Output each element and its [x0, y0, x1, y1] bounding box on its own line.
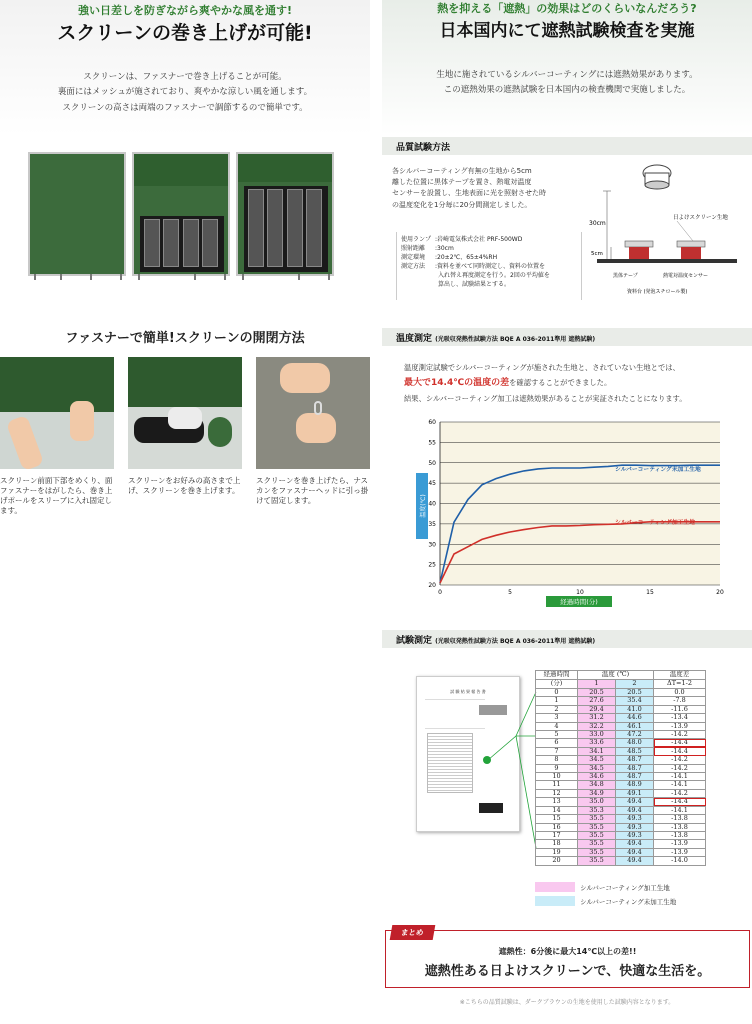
cell-diff: -14.4: [654, 747, 706, 755]
cell-temp2: 48.0: [616, 739, 654, 747]
cell-diff: -13.8: [654, 815, 706, 823]
cell-time: 11: [536, 781, 578, 789]
cell-time: 10: [536, 773, 578, 781]
cell-time: 5: [536, 731, 578, 739]
y-tick-label: 50: [428, 459, 436, 467]
test-band: [382, 630, 752, 648]
cell-temp2: 49.4: [616, 798, 654, 806]
step1-photo: [0, 357, 114, 469]
y-tick-label: 30: [428, 541, 436, 549]
cell-time: 1: [536, 697, 578, 705]
left-panel: [0, 0, 370, 1024]
table-row: [536, 798, 706, 806]
step2-caption: スクリーンをお好みの高さまで上げ、スクリーンを巻き上げます。: [128, 476, 241, 496]
spec-value: 岩崎電気株式会社 PRF-500WD: [437, 236, 523, 243]
cell-diff: 0.0: [654, 689, 706, 697]
cell-temp1: 35.5: [578, 831, 616, 839]
stand-base: [597, 259, 737, 263]
cell-temp2: 49.4: [616, 857, 654, 865]
results-table: [535, 670, 706, 866]
cell-temp2: 49.4: [616, 840, 654, 848]
x-tick-label: 0: [438, 589, 442, 596]
cell-temp1: 35.5: [578, 823, 616, 831]
cell-temp1: 33.6: [578, 739, 616, 747]
cell-temp1: 32.2: [578, 722, 616, 730]
y-tick-label: 45: [428, 480, 436, 488]
quality-desc-line: センサーを設置し、生地表面に光を照射させた時: [392, 189, 546, 198]
y-tick-label: 35: [428, 520, 436, 528]
legend-blue-label: シルバーコーティング未加工生地: [580, 898, 677, 906]
right-subtitle: 熱を抑える「遮熱」の効果はどのくらいなんだろう?: [437, 2, 697, 15]
cell-diff: -14.2: [654, 789, 706, 797]
spec-value: 資料を並べて同時測定し、資料の位置を: [437, 263, 546, 270]
temperature-chart: [410, 415, 730, 610]
test-title-small: (光吸収発熱性試験方法 BQE A 036-2011準用 遮熱試験): [435, 638, 596, 645]
tape-label: 黒体テープ: [613, 273, 638, 279]
y-tick-label: 55: [428, 439, 436, 447]
cell-diff: -13.9: [654, 722, 706, 730]
quality-desc-line: 離した位置に黒体テープを置き、熱電対温度: [392, 178, 532, 187]
cell-diff: -13.9: [654, 848, 706, 856]
cell-time: 19: [536, 848, 578, 856]
x-tick-label: 5: [508, 589, 512, 596]
table-row: [536, 857, 706, 865]
quality-band: [382, 137, 752, 155]
spec-key: 照射距離: [401, 245, 426, 252]
legend-blue-swatch: [535, 896, 575, 906]
temp-text-line: 結果、シルバーコーティング加工は遮熱効果があることが実証されたことになります。: [404, 393, 687, 403]
x-tick-label: 20: [716, 589, 724, 596]
cell-diff: -14.2: [654, 756, 706, 764]
cell-temp2: 20.5: [616, 689, 654, 697]
cell-temp2: 48.7: [616, 756, 654, 764]
summary-badge: まとめ: [390, 925, 435, 940]
lamp-icon: [643, 165, 671, 189]
cell-temp1: 34.8: [578, 781, 616, 789]
screen-closed-image: [28, 152, 126, 276]
cell-temp1: 20.5: [578, 689, 616, 697]
summary-line1: 遮熱性：6分後に最大14℃以上の差!!: [498, 947, 637, 956]
cell-temp2: 41.0: [616, 705, 654, 713]
spec-value: 算出し、試験結果とする。: [438, 281, 511, 288]
cell-time: 0: [536, 689, 578, 697]
step2-photo: [128, 357, 242, 469]
cell-diff: -14.4: [654, 739, 706, 747]
spec-row: 測定環境 :20±2℃、65±4%RH: [401, 254, 498, 261]
col-subheader-2: 2: [616, 680, 654, 689]
spec-row: [401, 280, 577, 289]
cell-time: 9: [536, 764, 578, 772]
cell-diff: -14.1: [654, 781, 706, 789]
right-body: [382, 68, 752, 99]
y-tick-label: 40: [428, 500, 436, 508]
left-body-line: スクリーンは、ファスナーで巻き上げることが可能。: [83, 72, 287, 82]
cell-time: 7: [536, 747, 578, 755]
cell-temp2: 48.9: [616, 781, 654, 789]
legend-pink-swatch: [535, 882, 575, 892]
cell-temp1: 35.5: [578, 815, 616, 823]
spec-key: 使用ランプ: [401, 236, 432, 243]
cell-temp1: 35.3: [578, 806, 616, 814]
col-header-diff: 温度差: [654, 671, 706, 680]
cell-temp1: 31.2: [578, 714, 616, 722]
spec-row: [401, 271, 577, 280]
cell-temp2: 47.2: [616, 731, 654, 739]
left-title: スクリーンの巻き上げが可能!: [57, 22, 313, 44]
col-subheader-min: (分): [536, 680, 578, 689]
y-tick-label: 60: [428, 419, 436, 426]
cell-temp1: 34.5: [578, 764, 616, 772]
step3-caption: スクリーンを巻き上げたら、ナスカンをファスナーヘッドに引っ掛けて固定します。: [256, 476, 369, 506]
cell-temp2: 49.3: [616, 831, 654, 839]
spec-key: 測定環境: [401, 254, 426, 261]
temp-text: [404, 361, 749, 406]
temp-text-line: 温度測定試験でシルバーコーティングが施された生地と、されていない生地とでは、: [404, 363, 680, 372]
cell-diff: -14.1: [654, 806, 706, 814]
quality-desc: [392, 166, 592, 211]
x-tick-label: 10: [576, 589, 584, 596]
cell-time: 3: [536, 714, 578, 722]
cell-diff: -14.1: [654, 773, 706, 781]
cell-temp1: 34.6: [578, 773, 616, 781]
left-body-line: 裏面にはメッシュが施されており、爽やかな涼しい風を通します。: [57, 87, 313, 98]
cell-temp2: 48.7: [616, 764, 654, 772]
cell-temp1: 35.5: [578, 857, 616, 865]
cell-time: 18: [536, 840, 578, 848]
right-body-line: この遮熱効果の遮熱試験を日本国内の検査機関で実施しました。: [443, 85, 691, 96]
x-tick-label: 15: [646, 589, 654, 596]
spec-key: 測定方法: [401, 263, 426, 270]
y-tick-label: 20: [428, 582, 436, 589]
col-header-temp: 温度 (℃): [578, 671, 654, 680]
temp-band: [382, 328, 752, 346]
col-header-time: 経過時間: [536, 671, 578, 680]
test-setup-diagram: [587, 155, 747, 315]
cell-diff: -13.8: [654, 831, 706, 839]
cell-temp1: 33.0: [578, 731, 616, 739]
table-row: [536, 840, 706, 848]
callout-lines: [486, 690, 538, 850]
distance-30cm: 30cm: [589, 220, 606, 227]
right-body-line: 生地に施されているシルバーコーティングには遮熱効果があります。: [436, 70, 698, 80]
cell-temp1: 34.9: [578, 789, 616, 797]
cell-temp2: 49.1: [616, 789, 654, 797]
report-title: 試 験 結 果 報 告 書: [450, 689, 486, 694]
temp-text-rest: を確認することができました。: [509, 377, 612, 387]
quality-desc-line: の温度変化を1分毎に20分間測定しました。: [392, 200, 532, 209]
quality-title: 品質試験方法: [396, 143, 451, 153]
summary-line2: 遮熱性ある日よけスクリーンで、快適な生活を。: [424, 964, 711, 979]
cell-time: 16: [536, 823, 578, 831]
cell-temp2: 49.4: [616, 848, 654, 856]
screen-open-image: [236, 152, 334, 276]
distance-5cm: 5cm: [591, 251, 603, 257]
cell-time: 13: [536, 798, 578, 806]
footnote: ※こちらの品質試験は、ダークブラウンの生地を使用した試験内容となります。: [459, 999, 675, 1006]
cell-temp2: 49.3: [616, 823, 654, 831]
cell-temp1: 35.5: [578, 840, 616, 848]
table-row: [536, 714, 706, 722]
left-body: [0, 70, 370, 116]
cell-temp2: 48.5: [616, 747, 654, 755]
report-table-thumbnail: [427, 733, 473, 793]
quality-desc-line: 各シルバーコーティング有無の生地から5cm: [392, 167, 532, 175]
cell-time: 4: [536, 722, 578, 730]
cell-temp1: 29.4: [578, 705, 616, 713]
cell-temp2: 49.4: [616, 806, 654, 814]
col-subheader-delta: ΔT=1-2: [654, 680, 706, 689]
cell-temp2: 44.6: [616, 714, 654, 722]
series-label: シルバーコーティング加工生地: [615, 519, 696, 526]
sensor-label: 熱電対温度センサー: [663, 273, 709, 279]
spec-value: 入れ替え再度測定を行う。2回の平均値を: [438, 272, 550, 279]
summary-box: [385, 930, 750, 988]
y-tick-label: 25: [428, 561, 436, 569]
cell-diff: -14.2: [654, 731, 706, 739]
report-text-block: [425, 699, 485, 729]
x-axis-label: 経過時間(分): [560, 598, 598, 606]
cell-diff: -13.9: [654, 840, 706, 848]
cell-temp2: 35.4: [616, 697, 654, 705]
temp-title-small: (光吸収発熱性試験方法 BQE A 036-2011準用 遮熱試験): [435, 336, 596, 343]
right-panel: [382, 0, 752, 1024]
cell-time: 20: [536, 857, 578, 865]
cell-time: 15: [536, 815, 578, 823]
cell-time: 8: [536, 756, 578, 764]
series-label: シルバーコーティング未加工生地: [615, 466, 701, 473]
left-body-line: スクリーンの高さは両端のファスナーで調節するので簡単です。: [62, 102, 308, 113]
spec-row: 使用ランプ :岩崎電気株式会社 PRF-500WD: [401, 236, 523, 243]
spec-value: 30cm: [437, 245, 454, 252]
cell-temp1: 34.1: [578, 747, 616, 755]
step3-photo: [256, 357, 370, 469]
cell-diff: -14.4: [654, 798, 706, 806]
step1-caption: スクリーン前面下部をめくり、面ファスナーをはがしたら、巻き上げポールをスリーブに入れ固定します。: [0, 476, 113, 516]
section2-title: ファスナーで簡単!スクリーンの開閉方法: [65, 331, 305, 346]
spec-value: 20±2℃、65±4%RH: [437, 254, 498, 261]
cell-temp2: 48.7: [616, 773, 654, 781]
cell-time: 17: [536, 831, 578, 839]
legend-pink-label: シルバーコーティング加工生地: [580, 884, 670, 892]
stand-label: 資料台 (発泡スチロール製): [627, 289, 688, 295]
col-subheader-1: 1: [578, 680, 616, 689]
fabric-label: 日よけスクリーン生地: [673, 215, 728, 221]
cell-temp1: 27.6: [578, 697, 616, 705]
test-title: 試験測定: [396, 636, 433, 646]
spec-row: 照射距離 :30cm: [401, 245, 454, 252]
cell-temp1: 35.5: [578, 848, 616, 856]
cell-time: 12: [536, 789, 578, 797]
cell-diff: -11.6: [654, 705, 706, 713]
screen-half-open-image: [132, 152, 230, 276]
cell-temp1: 35.0: [578, 798, 616, 806]
cell-diff: -13.8: [654, 823, 706, 831]
cell-diff: -14.0: [654, 857, 706, 865]
cell-diff: -14.2: [654, 764, 706, 772]
y-axis-label: 温度(℃): [420, 494, 427, 518]
right-title: 日本国内にて遮熱試験検査を実施: [439, 21, 695, 41]
spec-row: 測定方法 :資料を並べて同時測定し、資料の位置を: [401, 263, 546, 270]
left-subtitle: 強い日差しを防ぎながら爽やかな風を通す!: [77, 4, 292, 17]
cell-temp2: 46.1: [616, 722, 654, 730]
spec-list: [396, 232, 582, 300]
temp-title: 温度測定: [396, 334, 433, 344]
cell-time: 2: [536, 705, 578, 713]
cell-time: 14: [536, 806, 578, 814]
temp-text-line: [404, 375, 749, 392]
cell-diff: -13.4: [654, 714, 706, 722]
cell-diff: -7.8: [654, 697, 706, 705]
cell-time: 6: [536, 739, 578, 747]
table-row: [536, 815, 706, 823]
table-row: [536, 756, 706, 764]
cell-temp1: 34.5: [578, 756, 616, 764]
cell-temp2: 49.3: [616, 815, 654, 823]
temp-highlight: 最大で14.4℃の温度の差: [404, 377, 510, 388]
